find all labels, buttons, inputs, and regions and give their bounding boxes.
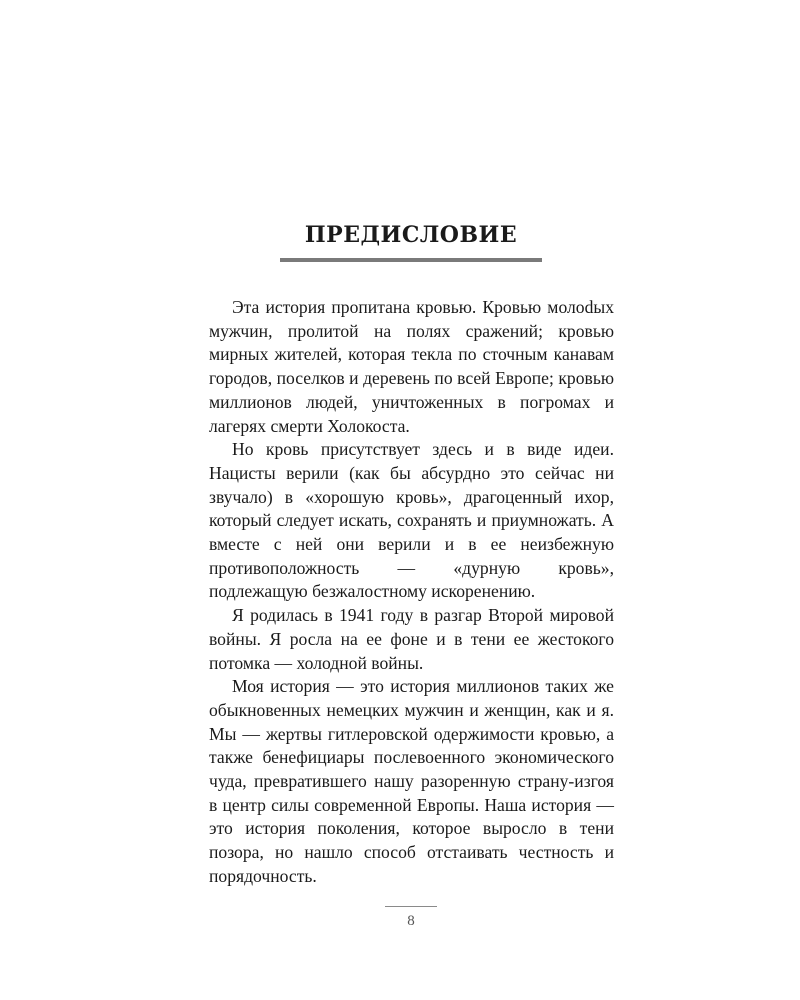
body-text — [209, 296, 614, 889]
paragraph-3: Я родилась в 1941 году в разгар Второй мировой войны. Я росла на ее фоне и в тени ее жестокого потомка — холодной войны. — [209, 605, 614, 673]
page-number: 8 — [407, 913, 415, 929]
paragraph-2: Но кровь присутствует здесь и в виде идеи. Нацисты верили (как бы абсурдно это сейчас ни звучало) в «хорошую кровь», драгоценный ихор, который следует искать, сохранять и приумножать. А вместе с ней они верили и в ее неизбежную противоположность — «дурную кровь», подлежащую безжалостному искоренению. — [209, 439, 614, 602]
footer-rule — [385, 906, 437, 907]
paragraph-1: Эта история пропитана кровью. Кровью молоdых мужчин, пролитой на полях сражений; кровью мирных жителей, которая текла по сточным канавам городов, поселков и деревень по всей Европе; кровью миллионов людей, уничтоженных в погромах и лагерях смерти Холокоста. — [209, 297, 614, 436]
title-underline — [280, 258, 542, 262]
chapter-title: ПРЕДИСЛОВИЕ — [304, 222, 518, 248]
paragraph-4: Моя история — это история миллионов таких же обыкновенных немецких мужчин и женщин, как и я. Мы — жертвы гитлеровской одержимости кровью, а также бенефициары послевоенного экономического чуда, превратившего нашу разоренную страну-изгоя в центр силы современной Европы. Наша история — это история поколения, которое выросло в тени позора, но нашло способ отстаивать честность и порядочность. — [209, 676, 614, 886]
